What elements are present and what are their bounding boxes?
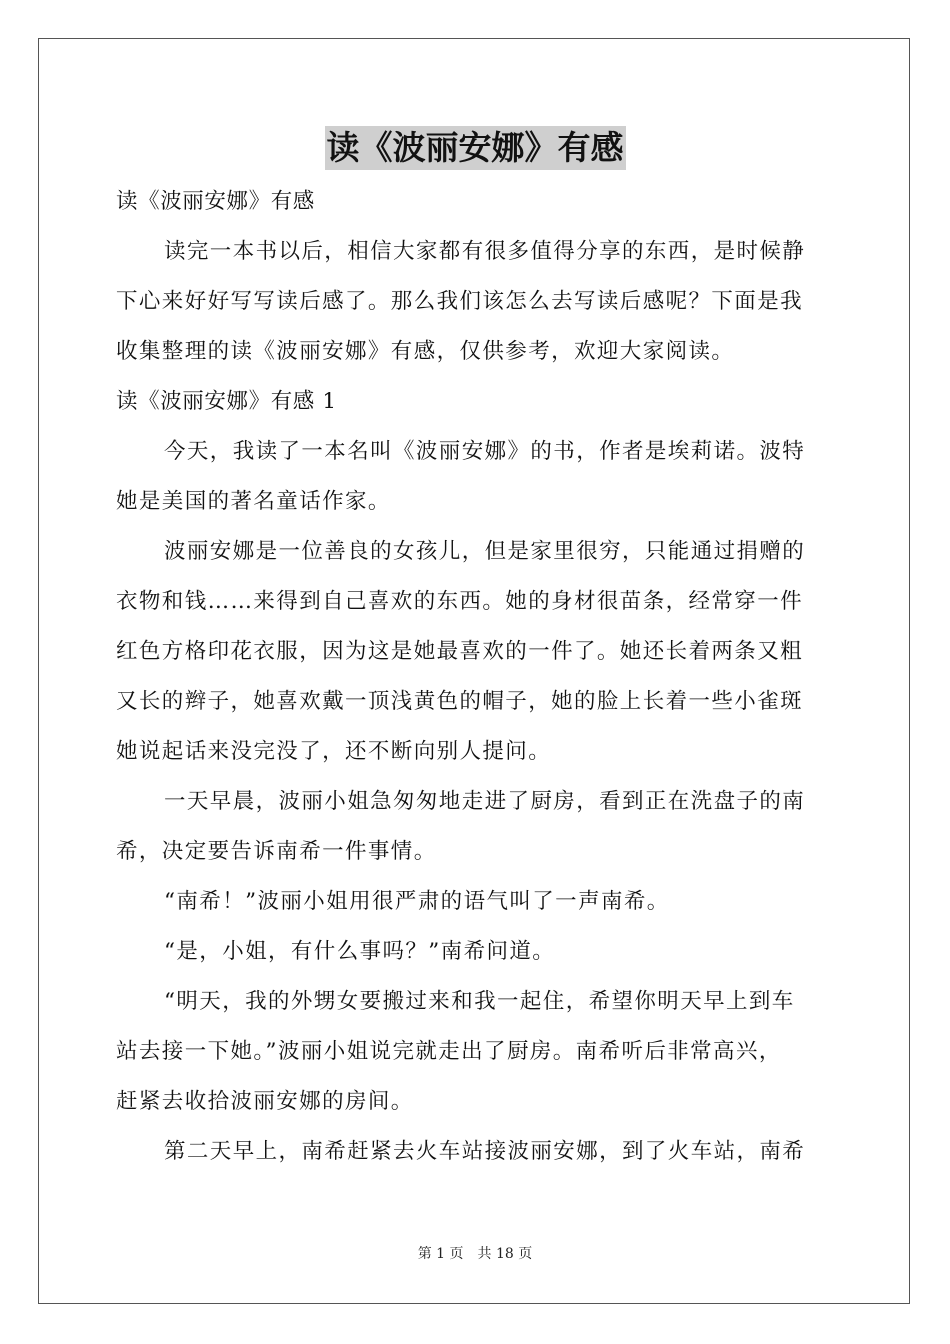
text-line: 站去接一下她。”波丽小姐说完就走出了厨房。南希听后非常高兴，	[116, 1039, 782, 1064]
section-heading: 读《波丽安娜》有感 1	[116, 389, 337, 414]
text-line: 读完一本书以后，相信大家都有很多值得分享的东西，是时候静	[164, 239, 806, 264]
text-line: 衣物和钱……来得到自己喜欢的东西。她的身材很苗条，经常穿一件	[116, 589, 804, 614]
text-line: 赶紧去收拾波丽安娜的房间。	[116, 1089, 414, 1114]
text-line: 一天早晨，波丽小姐急匆匆地走进了厨房，看到正在洗盘子的南	[164, 789, 806, 814]
text-line: 下心来好好写写读后感了。那么我们该怎么去写读后感呢？下面是我	[116, 289, 804, 314]
text-line: “明天，我的外甥女要搬过来和我一起住，希望你明天早上到车	[164, 989, 795, 1014]
section-heading: 读《波丽安娜》有感	[116, 189, 315, 214]
text-line: 收集整理的读《波丽安娜》有感，仅供参考，欢迎大家阅读。	[116, 339, 735, 364]
text-line: “南希！”波丽小姐用很严肃的语气叫了一声南希。	[164, 889, 670, 914]
text-line: 波丽安娜是一位善良的女孩儿，但是家里很穷，只能通过捐赠的	[164, 539, 806, 564]
text-line: 今天，我读了一本名叫《波丽安娜》的书，作者是埃莉诺。波特	[164, 439, 806, 464]
title-wrap	[0, 126, 950, 170]
text-line: 红色方格印花衣服，因为这是她最喜欢的一件了。她还长着两条又粗	[116, 639, 804, 664]
text-line: 希，决定要告诉南希一件事情。	[116, 839, 437, 864]
page-footer: 第 1 页 共 18 页	[417, 1246, 533, 1262]
text-line: 又长的辫子，她喜欢戴一顶浅黄色的帽子，她的脸上长着一些小雀斑	[116, 689, 804, 714]
text-line: 第二天早上，南希赶紧去火车站接波丽安娜，到了火车站，南希	[164, 1139, 806, 1164]
document-title: 读《波丽安娜》有感	[325, 126, 626, 170]
text-line: 她是美国的著名童话作家。	[116, 489, 391, 514]
text-line: “是，小姐，有什么事吗？”南希问道。	[164, 939, 556, 964]
text-line: 她说起话来没完没了，还不断向别人提问。	[116, 739, 552, 764]
document-body	[116, 177, 834, 1177]
